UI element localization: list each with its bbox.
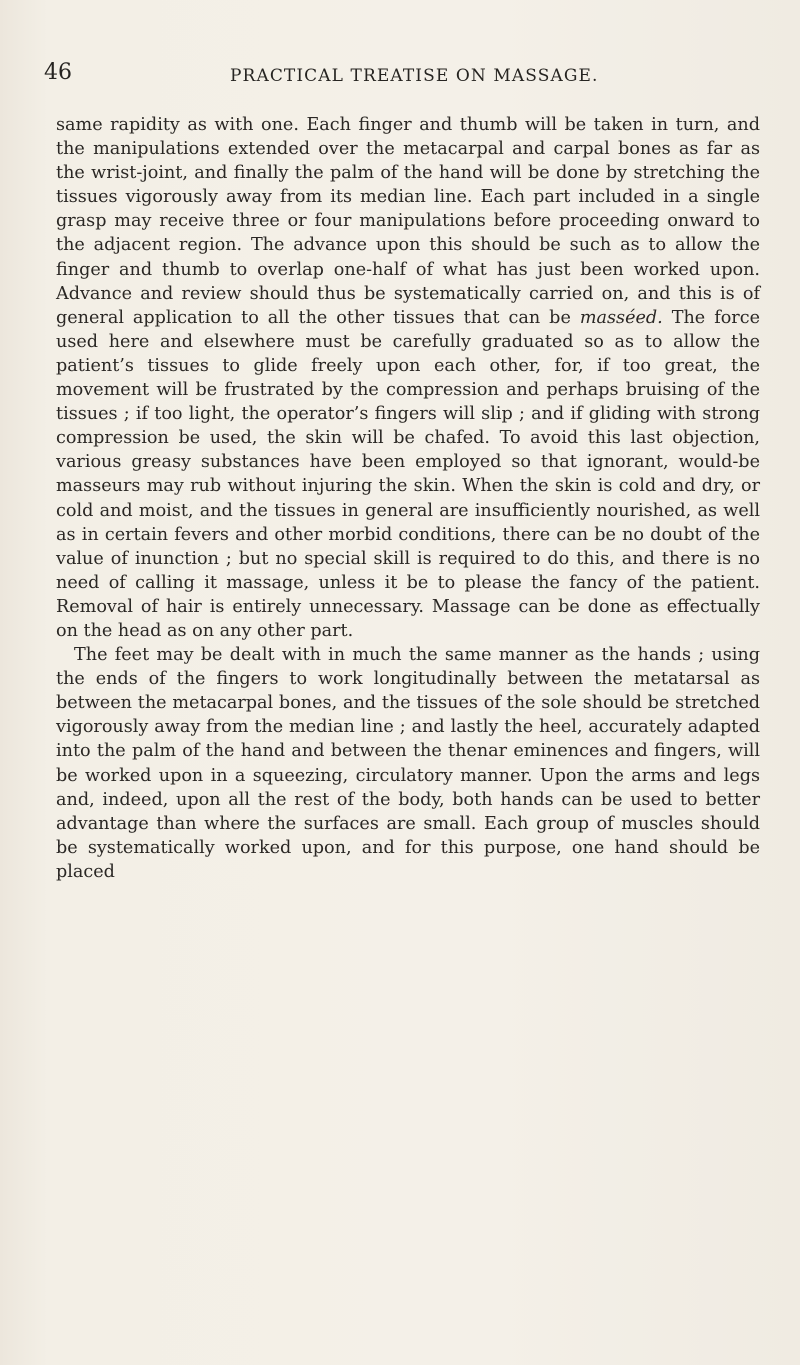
paragraph-1-text-a: same rapidity as with one. Each finger and thumb will be taken in turn, and the manipulations extended over the metacarpal and carpal bones as far as the wrist-joint, and finally the palm of the hand will be done by stretching the tissues vigorously away from its median line. Each part included in a single grasp may receive three or four manipulations before proceeding onward to the adjacent region. The advance upon this should be such as to allow the finger and thumb to overlap one-half of what has just been worked upon. Advance and review should thus be systematically carried on, and this is of general application to all the other tissues that can be (56, 115, 760, 328)
paragraph-1-text-b: The force used here and elsewhere must be carefully graduated so as to allow the patient’s tissues to glide freely upon each other, for, if too great, the movement will be frustrated by the compression and perhaps bruising of the tissues ; if too light, the operator’s fingers will slip ; and if gliding with strong compression be used, the skin will be chafed. To avoid this last objection, various greasy substances have been employed so that ignorant, would-be masseurs may rub without injuring the skin. When the skin is cold and dry, or cold and moist, and the tissues in general are insufficiently nourished, as well as in certain fevers and other morbid conditions, there can be no doubt of the value of inunction ; but no special skill is required to do this, and there is no need of calling it massage, unless it be to please the fancy of the patient. Removal of hair is entirely unnecessary. Massage can be done as effectually on the head as on any other part. (56, 307, 760, 641)
page-header (44, 60, 764, 92)
paragraph-1-italic-term: masséed. (579, 307, 663, 328)
body-text (56, 113, 760, 884)
paragraph-2 (56, 643, 760, 884)
paragraph-2-text: The feet may be dealt with in much the same manner as the hands ; using the ends of the fingers to work longitudinally between the metatarsal as between the metacarpal bones, and the tissues of the sole should be stretched vigorously away from the median line ; and lastly the heel, accurately adapted into the palm of the hand and between the thenar eminences and fingers, will be worked upon in a squeezing, circulatory manner. Upon the arms and legs and, indeed, upon all the rest of the body, both hands can be used to better advantage than where the surfaces are small. Each group of muscles should be systematically worked upon, and for this purpose, one hand should be placed (56, 645, 760, 882)
paragraph-1 (56, 113, 760, 643)
page-number: 46 (44, 60, 72, 85)
running-head: PRACTICAL TREATISE ON MASSAGE. (230, 66, 599, 86)
